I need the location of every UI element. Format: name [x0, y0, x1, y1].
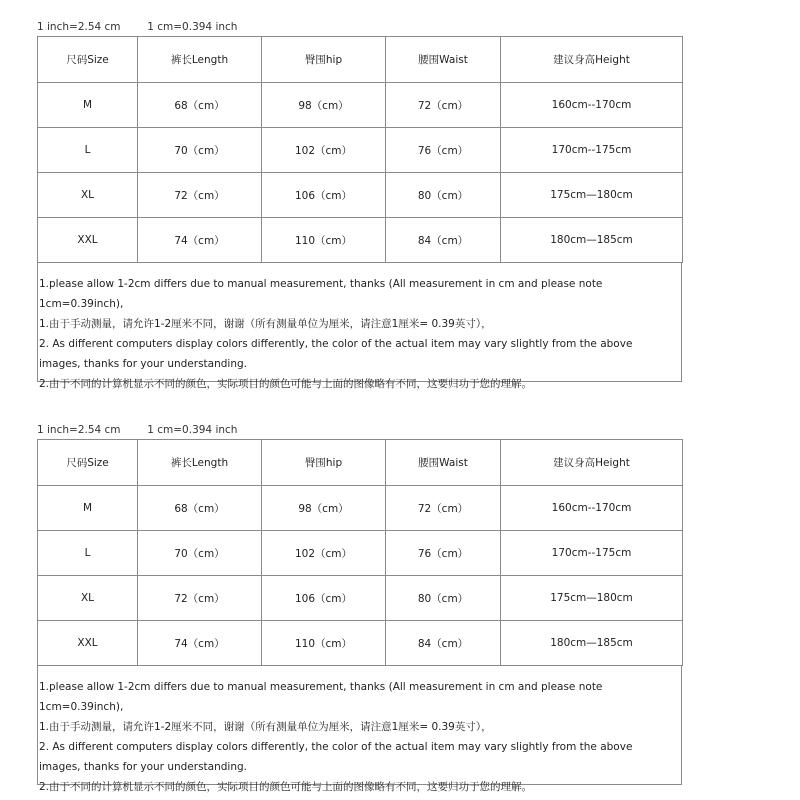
- table-row: [38, 621, 683, 666]
- cell-length: 68（cm）: [138, 83, 262, 128]
- table-row: [38, 531, 683, 576]
- size-table: [37, 36, 683, 263]
- cell-hip: 98（cm）: [262, 486, 386, 531]
- table-row: [38, 83, 683, 128]
- cell-size: XXL: [38, 218, 138, 263]
- cell-hip: 102（cm）: [262, 128, 386, 173]
- header-size: 尺码Size: [38, 440, 138, 486]
- cell-hip: 110（cm）: [262, 218, 386, 263]
- cell-length: 74（cm）: [138, 621, 262, 666]
- cell-waist: 84（cm）: [386, 218, 501, 263]
- table-header-row: [38, 37, 683, 83]
- header-hip: 臀围hip: [262, 37, 386, 83]
- size-chart-block-2: [37, 421, 682, 793]
- cell-waist: 72（cm）: [386, 486, 501, 531]
- size-table: [37, 439, 683, 666]
- cell-hip: 110（cm）: [262, 621, 386, 666]
- cell-size: XL: [38, 173, 138, 218]
- cell-size: L: [38, 128, 138, 173]
- cell-height: 175cm—180cm: [501, 576, 683, 621]
- cell-length: 74（cm）: [138, 218, 262, 263]
- cell-hip: 106（cm）: [262, 576, 386, 621]
- cell-height: 170cm--175cm: [501, 128, 683, 173]
- cell-waist: 80（cm）: [386, 173, 501, 218]
- cell-length: 72（cm）: [138, 173, 262, 218]
- cell-height: 175cm—180cm: [501, 173, 683, 218]
- note-line: 1.please allow 1-2cm differs due to manual measurement, thanks (All measurement in cm and please note 1cm=0.39inch),: [39, 278, 603, 310]
- header-length: 裤长Length: [138, 37, 262, 83]
- header-waist: 腰围Waist: [386, 37, 501, 83]
- table-row: [38, 576, 683, 621]
- cell-waist: 76（cm）: [386, 128, 501, 173]
- cell-waist: 72（cm）: [386, 83, 501, 128]
- cell-size: XL: [38, 576, 138, 621]
- notes-box: [37, 263, 682, 390]
- table-header-row: [38, 440, 683, 486]
- cell-size: M: [38, 486, 138, 531]
- table-row: [38, 218, 683, 263]
- header-length: 裤长Length: [138, 440, 262, 486]
- note-line: 2.由于不同的计算机显示不同的颜色，实际项目的颜色可能与上面的图像略有不同，这要归功于您的理解。: [39, 378, 533, 390]
- cell-length: 70（cm）: [138, 128, 262, 173]
- cell-hip: 102（cm）: [262, 531, 386, 576]
- header-height: 建议身高Height: [501, 440, 683, 486]
- note-line: 1.由于手动测量，请允许1-2厘米不同，谢谢（所有测量单位为厘米，请注意1厘米= 0.39英寸），: [39, 721, 492, 733]
- cell-size: XXL: [38, 621, 138, 666]
- size-chart-block-1: [37, 18, 682, 390]
- cell-hip: 98（cm）: [262, 83, 386, 128]
- cell-height: 160cm--170cm: [501, 486, 683, 531]
- cell-waist: 84（cm）: [386, 621, 501, 666]
- cell-length: 70（cm）: [138, 531, 262, 576]
- header-size: 尺码Size: [38, 37, 138, 83]
- cell-size: L: [38, 531, 138, 576]
- cell-height: 180cm—185cm: [501, 218, 683, 263]
- cell-waist: 76（cm）: [386, 531, 501, 576]
- cell-waist: 80（cm）: [386, 576, 501, 621]
- unit-conversion-text: 1 inch=2.54 cm 1 cm=0.394 inch: [37, 424, 238, 436]
- note-line: 2.由于不同的计算机显示不同的颜色，实际项目的颜色可能与上面的图像略有不同，这要归功于您的理解。: [39, 781, 533, 793]
- note-line: 1.由于手动测量，请允许1-2厘米不同，谢谢（所有测量单位为厘米，请注意1厘米= 0.39英寸），: [39, 318, 492, 330]
- table-row: [38, 128, 683, 173]
- header-waist: 腰围Waist: [386, 440, 501, 486]
- header-hip: 臀围hip: [262, 440, 386, 486]
- table-row: [38, 173, 683, 218]
- note-line: 1.please allow 1-2cm differs due to manual measurement, thanks (All measurement in cm and please note 1cm=0.39inch),: [39, 681, 603, 713]
- header-height: 建议身高Height: [501, 37, 683, 83]
- note-line: 2. As different computers display colors differently, the color of the actual item may vary slightly from the above images, thanks for your understanding.: [39, 338, 633, 370]
- notes-box: [37, 666, 682, 793]
- unit-conversion-text: 1 inch=2.54 cm 1 cm=0.394 inch: [37, 21, 238, 33]
- cell-hip: 106（cm）: [262, 173, 386, 218]
- cell-height: 170cm--175cm: [501, 531, 683, 576]
- cell-size: M: [38, 83, 138, 128]
- table-row: [38, 486, 683, 531]
- cell-length: 68（cm）: [138, 486, 262, 531]
- cell-length: 72（cm）: [138, 576, 262, 621]
- note-line: 2. As different computers display colors differently, the color of the actual item may vary slightly from the above images, thanks for your understanding.: [39, 741, 633, 773]
- cell-height: 180cm—185cm: [501, 621, 683, 666]
- cell-height: 160cm--170cm: [501, 83, 683, 128]
